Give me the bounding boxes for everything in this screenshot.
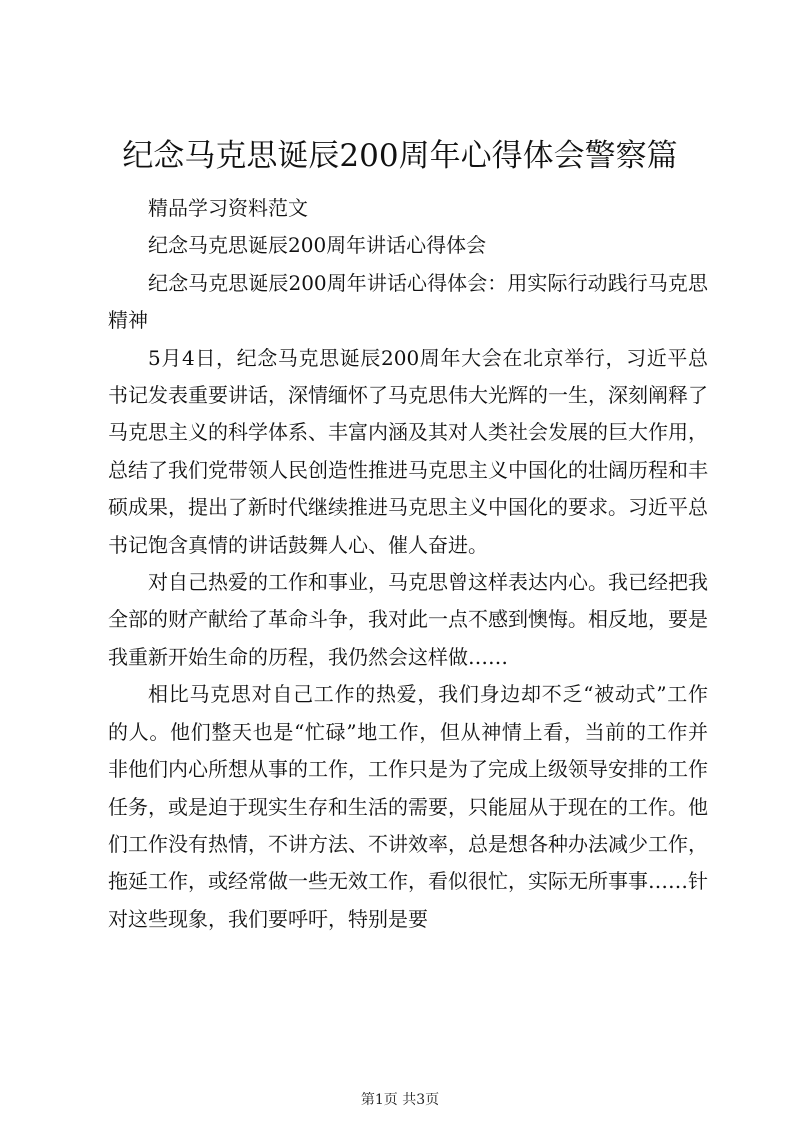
subtitle-line: 精品学习资料范文 bbox=[148, 196, 308, 220]
subtitle-line: 纪念马克思诞辰200周年讲话心得体会：用实际行动践行马克思精神 bbox=[108, 270, 708, 333]
subtitle-line: 纪念马克思诞辰200周年讲话心得体会 bbox=[148, 233, 487, 258]
body-paragraph: 5月4日，纪念马克思诞辰200周年大会在北京举行，习近平总书记发表重要讲话，深情缅怀了马克思伟大光辉的一生，深刻阐释了马克思主义的科学体系、丰富内涵及其对人类社会发展的巨大作用，总结了我们党带领人民创造性推进马克思主义中国化的壮阔历程和丰硕成果，提出了新时代继续推进马克思主义中国化的要求。习近平总书记饱含真情的讲话鼓舞人心、催人奋进。 bbox=[108, 345, 708, 557]
document-body bbox=[108, 190, 708, 938]
body-paragraph: 对自己热爱的工作和事业，马克思曾这样表达内心。我已经把我全部的财产献给了革命斗争，我对此一点不感到懊悔。相反地，要是我重新开始生命的历程，我仍然会这样做…… bbox=[108, 570, 708, 669]
page-number-footer: 第1页 共3页 bbox=[360, 1092, 440, 1108]
body-paragraph: 相比马克思对自己工作的热爱，我们身边却不乏“被动式”工作的人。他们整天也是“忙碌”地工作，但从神情上看，当前的工作并非他们内心所想从事的工作，工作只是为了完成上级领导安排的工作任务，或是迫于现实生存和生活的需要，只能屈从于现在的工作。他们工作没有热情，不讲方法、不讲效率，总是想各种办法减少工作，拖延工作，或经常做一些无效工作，看似很忙，实际无所事事……针对这些现象，我们要呼吁，特别是要 bbox=[108, 682, 708, 931]
document-title: 纪念马克思诞辰200周年心得体会警察篇 bbox=[122, 138, 678, 174]
